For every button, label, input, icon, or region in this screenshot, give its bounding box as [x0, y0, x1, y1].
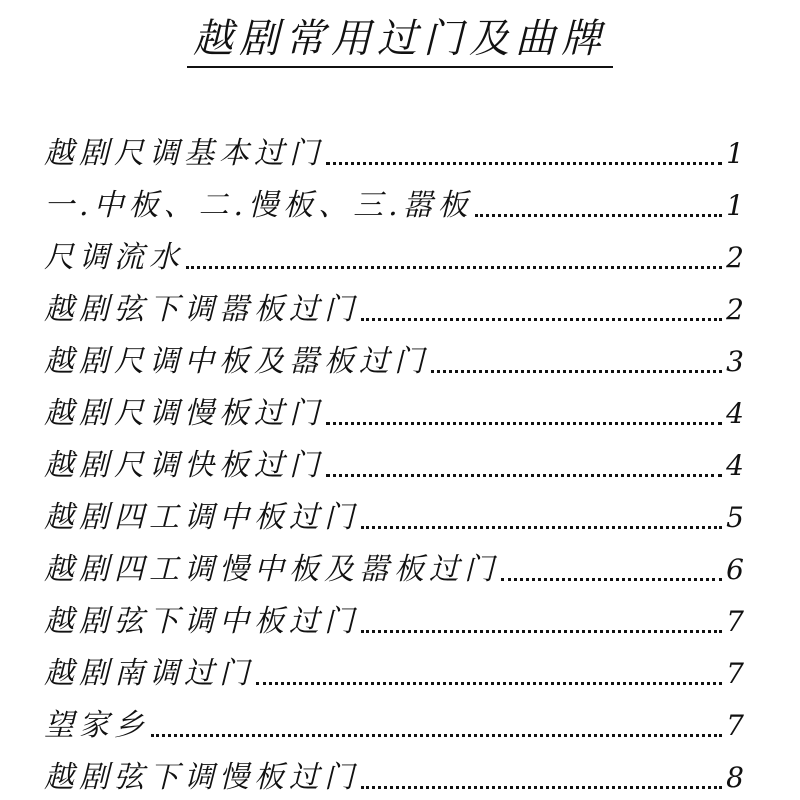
toc-entry[interactable]: [44, 174, 744, 226]
dot-leader: [361, 318, 722, 321]
toc-entry-label: 越剧四工调中板过门: [44, 500, 359, 535]
dot-leader: [151, 734, 722, 737]
toc-entry-page: 2: [726, 293, 744, 326]
toc-entry[interactable]: [44, 278, 744, 330]
toc-entry-label: 尺调流水: [44, 240, 184, 275]
toc-entry-label: 越剧弦下调中板过门: [44, 604, 359, 639]
table-of-contents: [44, 122, 744, 798]
toc-entry[interactable]: [44, 538, 744, 590]
toc-entry-label: 越剧尺调慢板过门: [44, 396, 324, 431]
toc-entry-page: 2: [726, 241, 744, 274]
toc-entry[interactable]: [44, 382, 744, 434]
toc-entry-page: 4: [726, 397, 744, 430]
toc-entry[interactable]: [44, 642, 744, 694]
toc-entry-label: 望家乡: [44, 708, 149, 743]
toc-entry[interactable]: [44, 746, 744, 798]
toc-entry-label: 越剧尺调快板过门: [44, 448, 324, 483]
toc-entry-page: 1: [726, 189, 744, 222]
toc-entry[interactable]: [44, 694, 744, 746]
dot-leader: [501, 578, 722, 581]
toc-entry-label: 一.中板、二.慢板、三.嚣板: [44, 188, 473, 223]
dot-leader: [326, 474, 722, 477]
dot-leader: [361, 786, 722, 789]
dot-leader: [326, 422, 722, 425]
toc-entry-label: 越剧四工调慢中板及嚣板过门: [44, 552, 499, 587]
page-title-text: 越剧常用过门及曲牌: [187, 14, 613, 68]
toc-entry[interactable]: [44, 122, 744, 174]
toc-entry-label: 越剧弦下调慢板过门: [44, 760, 359, 795]
toc-entry-page: 7: [726, 657, 744, 690]
toc-entry-page: 1: [726, 137, 744, 170]
page-title: [0, 14, 800, 68]
toc-entry[interactable]: [44, 330, 744, 382]
toc-entry[interactable]: [44, 590, 744, 642]
toc-entry-page: 4: [726, 449, 744, 482]
toc-entry-label: 越剧尺调基本过门: [44, 136, 324, 171]
dot-leader: [361, 630, 722, 633]
toc-entry-page: 3: [726, 345, 744, 378]
dot-leader: [361, 526, 722, 529]
toc-entry[interactable]: [44, 226, 744, 278]
dot-leader: [186, 266, 722, 269]
toc-entry-page: 7: [726, 709, 744, 742]
toc-entry[interactable]: [44, 434, 744, 486]
toc-entry-page: 8: [726, 761, 744, 794]
dot-leader: [326, 162, 722, 165]
toc-entry-label: 越剧弦下调嚣板过门: [44, 292, 359, 327]
toc-entry-page: 7: [726, 605, 744, 638]
toc-entry-label: 越剧尺调中板及嚣板过门: [44, 344, 429, 379]
toc-entry[interactable]: [44, 486, 744, 538]
dot-leader: [431, 370, 722, 373]
toc-entry-label: 越剧南调过门: [44, 656, 254, 691]
toc-entry-page: 5: [726, 501, 744, 534]
dot-leader: [256, 682, 722, 685]
dot-leader: [475, 214, 722, 217]
toc-entry-page: 6: [726, 553, 744, 586]
